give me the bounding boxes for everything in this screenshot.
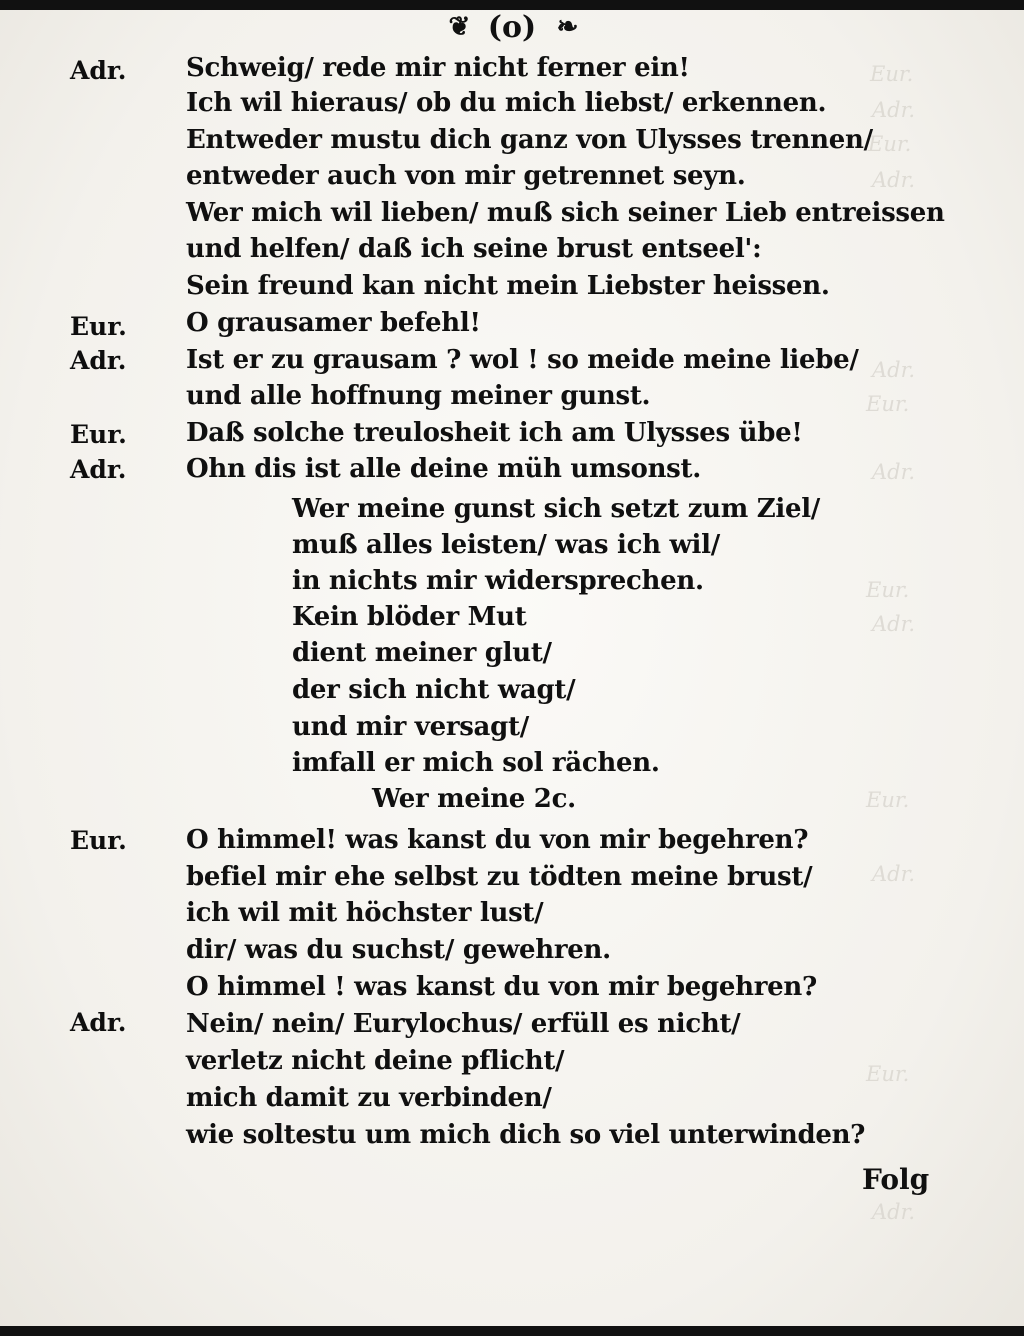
speaker-label: Adr. bbox=[70, 1008, 127, 1037]
showthrough-text: Eur. bbox=[866, 578, 910, 602]
verse-line: und helfen/ daß ich seine brust entseel': bbox=[186, 234, 762, 264]
aria-line: muß alles leisten/ was ich wil/ bbox=[292, 530, 720, 560]
aria-line: Kein blöder Mut bbox=[292, 602, 527, 632]
showthrough-text: Adr. bbox=[872, 460, 916, 484]
speaker-label: Eur. bbox=[70, 826, 127, 855]
scan-bottom-edge bbox=[0, 1326, 1024, 1336]
catchword: Folg bbox=[862, 1163, 930, 1196]
verse-line: ich wil mit höchster lust/ bbox=[186, 898, 544, 928]
showthrough-text: Adr. bbox=[872, 358, 916, 382]
aria-line: in nichts mir widersprechen. bbox=[292, 566, 704, 596]
verse-line: O himmel! was kanst du von mir begehren? bbox=[186, 825, 809, 855]
showthrough-text: Eur. bbox=[866, 1062, 910, 1086]
verse-line: Wer mich wil lieben/ muß sich seiner Lieb entreissen bbox=[186, 198, 945, 228]
verse-line: dir/ was du suchst/ gewehren. bbox=[186, 935, 611, 965]
verse-line: O grausamer befehl! bbox=[186, 308, 481, 338]
speaker-label: Eur. bbox=[70, 420, 127, 449]
verse-line: Ist er zu grausam ? wol ! so meide meine liebe/ bbox=[186, 345, 859, 375]
verse-line: Sein freund kan nicht mein Liebster heissen. bbox=[186, 271, 830, 301]
showthrough-text: Eur. bbox=[870, 62, 914, 86]
speaker-label: Adr. bbox=[70, 346, 127, 375]
aria-line: imfall er mich sol rächen. bbox=[292, 748, 660, 778]
ornament-right-icon: ❧ bbox=[556, 12, 576, 42]
speaker-label: Adr. bbox=[70, 56, 127, 85]
page-number: (o) bbox=[487, 9, 537, 45]
aria-line: der sich nicht wagt/ bbox=[292, 675, 576, 705]
speaker-label: Adr. bbox=[70, 455, 127, 484]
aria-repeat-line: Wer meine 2c. bbox=[372, 784, 576, 814]
verse-line: Entweder mustu dich ganz von Ulysses trennen/ bbox=[186, 125, 873, 155]
verse-line: verletz nicht deine pflicht/ bbox=[186, 1046, 565, 1076]
showthrough-text: Adr. bbox=[872, 168, 916, 192]
verse-line: entweder auch von mir getrennet seyn. bbox=[186, 161, 746, 191]
verse-line: befiel mir ehe selbst zu tödten meine brust/ bbox=[186, 862, 813, 892]
verse-line: Ohn dis ist alle deine müh umsonst. bbox=[186, 454, 701, 484]
verse-line: mich damit zu verbinden/ bbox=[186, 1083, 552, 1113]
aria-line: dient meiner glut/ bbox=[292, 638, 552, 668]
aria-line: und mir versagt/ bbox=[292, 712, 529, 742]
verse-line: wie soltestu um mich dich so viel unterwinden? bbox=[186, 1120, 866, 1150]
showthrough-text: Eur. bbox=[866, 392, 910, 416]
showthrough-text: Adr. bbox=[872, 612, 916, 636]
speaker-label: Eur. bbox=[70, 312, 127, 341]
running-head bbox=[0, 8, 1024, 45]
verse-line: O himmel ! was kanst du von mir begehren? bbox=[186, 972, 817, 1002]
showthrough-text: Eur. bbox=[866, 788, 910, 812]
showthrough-text: Eur. bbox=[868, 132, 912, 156]
verse-line: Ich wil hieraus/ ob du mich liebst/ erkennen. bbox=[186, 88, 827, 118]
aria-line: Wer meine gunst sich setzt zum Ziel/ bbox=[292, 494, 821, 524]
verse-line: Daß solche treulosheit ich am Ulysses übe! bbox=[186, 418, 803, 448]
showthrough-text: Adr. bbox=[872, 98, 916, 122]
verse-line: Nein/ nein/ Eurylochus/ erfüll es nicht/ bbox=[186, 1009, 741, 1039]
verse-line: Schweig/ rede mir nicht ferner ein! bbox=[186, 53, 690, 83]
verse-line: und alle hoffnung meiner gunst. bbox=[186, 381, 651, 411]
ornament-left-icon: ❦ bbox=[448, 12, 468, 42]
showthrough-text: Adr. bbox=[872, 1200, 916, 1224]
showthrough-text: Adr. bbox=[872, 862, 916, 886]
